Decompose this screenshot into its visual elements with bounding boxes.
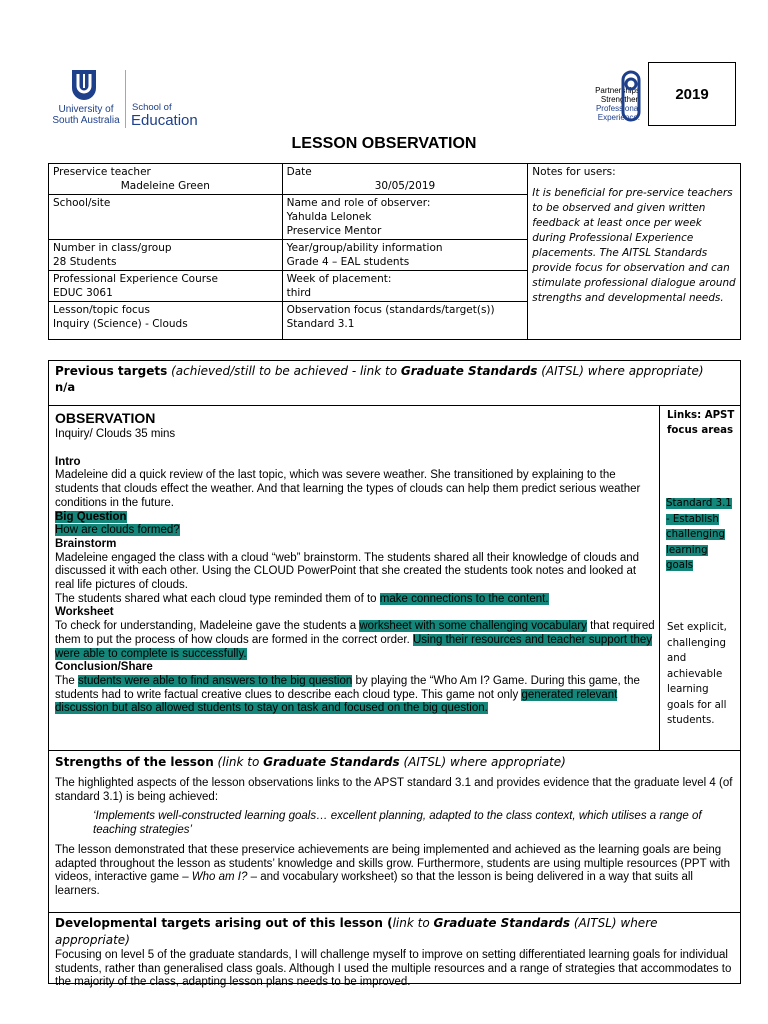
conclusion-highlight-2: generated relevant discussion but also allowed students to stay on task and focused on the big question. [55,688,618,715]
worksheet-a: To check for understanding, Madeleine gave the students a [55,620,360,633]
observer-cell [282,195,528,240]
intro-text: Madeleine did a quick review of the last topic, which was severe weather. She transitioned by explaining to the students that clouds effect the weather. And that learning the types of clouds can help them predict serious weather conditions in the future. [55,469,641,509]
preservice-label: Preservice teacher [53,166,151,178]
standard-link-highlight: Standard 3.1 - Establish challenging learning goals [666,498,732,571]
intro-heading: Intro [55,455,81,468]
date-label: Date [286,166,312,178]
year-group-cell [282,240,528,271]
strengths-quote: ‘Implements well-constructed learning goals… excellent planning, adapted to the class context, which utilises a range of teaching strategies’ [93,810,702,837]
topic-label: Lesson/topic focus [53,304,150,316]
page-title: LESSON OBSERVATION [291,135,477,152]
strengths-box [48,750,741,913]
strengths-p2a: The lesson demonstrated that these preservice achievements are being implemented and achieved as the learning goals are being adapted throughout the lesson as students’ knowledge and skills grow. Furthermore, students are using multiple resources (PPT with videos, interactive game – [55,843,731,884]
university-line-1: University of [58,104,114,115]
strengths-paragraph-1: The highlighted aspects of the lesson observations links to the APST standard 3.1 and provides evidence that the graduate level 4 (of standard 3.1) is being achieved: [55,777,733,803]
brainstorm-highlight: make connections to the content. [379,592,549,605]
logo-divider [125,70,126,128]
number-label: Number in class/group [53,242,172,254]
developmental-gs: Graduate Standards [433,916,571,930]
date-value: 30/05/2019 [374,180,436,192]
focus-value: Standard 3.1 [286,318,355,330]
week-value: third [286,287,312,299]
conclusion-text [55,675,655,716]
partner-line-3: Professional [595,104,640,113]
worksheet-highlight-1: worksheet with some challenging vocabulary [359,620,587,633]
number-value: 28 Students [53,256,117,268]
developmental-text: Focusing on level 5 of the graduate standards, I will challenge myself to improve on setting differentiated learning goals for individual students, rather than generalised class goals. Although I used the multiple resources and a range of strategies that accommodates to the majority of the class, adapting lesson plans needs to be improved. [55,949,732,989]
focus-label: Observation focus (standards/target(s)) [286,304,495,316]
notes-text: It is beneficial for pre-service teachers to be observed and given written feedback at least once per week during Professional Experience placements. The AITSL Standards provide focus for observation and can stimulate professional dialogue around strengths and developmental needs. [532,187,736,304]
brainstorm-text: Madeleine engaged the class with a cloud “web” brainstorm. The students shared all their knowledge of clouds and discussed it with each other. Using the CLOUD PowerPoint that she created the students took notes and looked at real life pictures of clouds. [55,551,640,592]
observation-heading: OBSERVATION [55,410,156,426]
notes-label: Notes for users: [532,166,616,178]
worksheet-c: that required them to put the process of how clouds are formed in the correct order. [55,620,655,646]
education-label: Education [131,112,198,129]
school-of-label: School of [132,102,172,113]
developmental-paren-a: link to [392,916,434,930]
school-label: School/site [53,197,111,209]
lesson-info-table [48,163,741,340]
conclusion-highlight-1: students were able to find answers to the big question [78,674,353,687]
university-name [46,104,126,126]
standard-link-wrap [666,496,734,574]
observer-role: Preservice Mentor [286,225,382,237]
preservice-value: Madeleine Green [120,180,210,192]
university-line-2: South Australia [52,115,120,126]
course-cell [49,271,283,302]
week-label: Week of placement: [286,273,392,285]
previous-targets-heading [55,363,734,380]
worksheet-highlight-2: Using their resources and teacher support they were able to complete is successfully. [55,633,653,660]
observation-subtitle: Inquiry/ Clouds 35 mins [55,428,176,440]
strengths-paren-a: (link to [213,755,264,769]
brainstorm-text-2a: The students shared what each cloud type reminded them of to [55,592,380,605]
partnerships-logo-icon [620,70,642,122]
previous-paren-a: (achieved/still to be achieved - link to [167,364,401,378]
date-cell [282,164,528,195]
observation-column-divider [659,406,660,750]
strengths-p2c: – and vocabulary worksheet) so that the lesson is being delivered in a way that suits all learners. [55,871,693,897]
brainstorm-text-2 [55,593,655,607]
developmental-box [48,912,741,989]
conclusion-c: by playing the “Who Am I? Game. During this game, the students had to write factual creative clues to describe each cloud type. This game not only [55,674,640,701]
previous-value: n/a [55,380,76,394]
partner-line-1: Partnerships [595,86,640,95]
notes-cell [528,164,741,340]
observation-content [55,408,655,716]
number-cell [49,240,283,271]
previous-gs: Graduate Standards [400,364,538,378]
strengths-label: Strengths of the lesson [55,755,214,769]
developmental-heading [55,915,734,949]
links-heading: Links: APST focus areas [667,410,735,436]
partner-line-4: Experience. [597,113,640,122]
conclusion-a: The [55,674,79,687]
focus-cell [282,302,528,340]
strengths-p2b: Who am I? [191,871,248,884]
year-group-value: Grade 4 – EAL students [286,256,410,268]
developmental-label: Developmental targets arising out of this lesson ( [55,916,393,930]
previous-label: Previous targets [55,364,168,378]
big-question-text: How are clouds formed? [55,524,180,537]
strengths-gs: Graduate Standards [263,755,400,769]
partner-line-2: Strengthen [600,95,640,104]
year-group-label: Year/group/ability information [286,242,443,254]
brainstorm-heading: Brainstorm [55,537,117,550]
observer-label: Name and role of observer: [286,197,431,209]
year-box: 2019 [648,62,736,126]
topic-cell [49,302,283,340]
previous-targets-box [48,360,741,406]
worksheet-heading: Worksheet [55,606,114,619]
preservice-cell [49,164,283,195]
worksheet-text [55,620,655,661]
course-label: Professional Experience Course [53,273,218,285]
big-question-heading: Big Question [55,510,127,523]
strengths-paren-b: (AITSL) where appropriate) [399,755,566,769]
week-cell [282,271,528,302]
developmental-paren-b: (AITSL) where appropriate) [55,916,658,947]
observation-box [48,405,741,751]
conclusion-heading: Conclusion/Share [55,661,153,674]
set-explicit-text: Set explicit, challenging and achievable learning goals for all students. [667,622,727,726]
previous-paren-b: (AITSL) where appropriate) [537,364,704,378]
topic-value: Inquiry (Science) - Clouds [53,318,188,330]
strengths-heading [55,753,734,771]
observer-name: Yahulda Lelonek [286,211,372,223]
school-cell [49,195,283,240]
strengths-paragraph-2 [55,844,734,899]
course-value: EDUC 3061 [53,287,113,299]
